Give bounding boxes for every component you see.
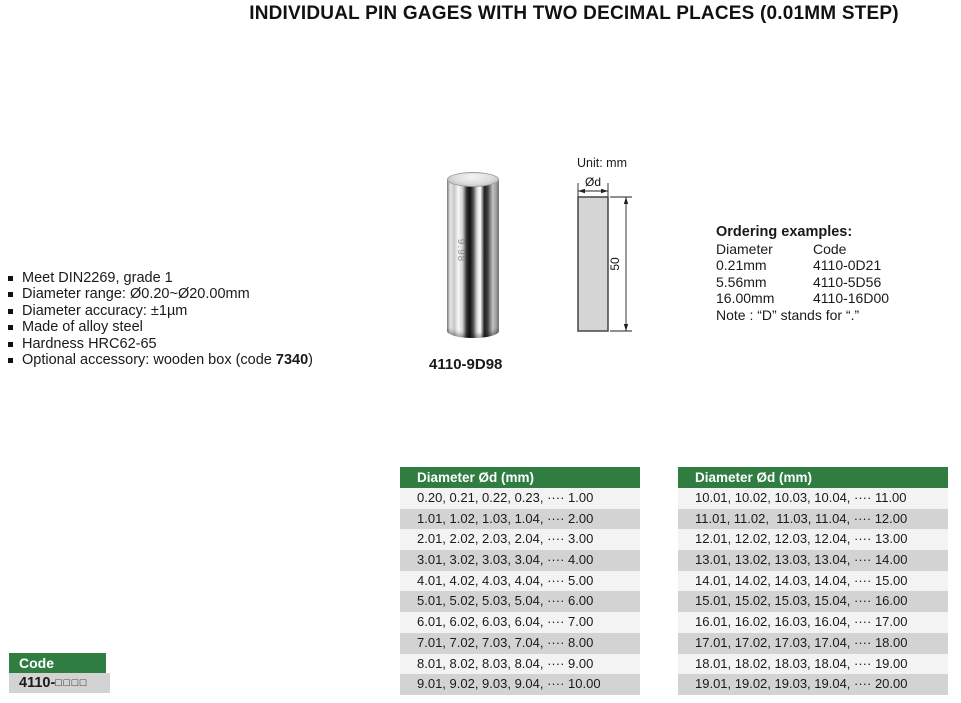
ordering-row [716,274,961,291]
feature-item [8,303,313,319]
feature-item [8,270,313,286]
bullet-square-icon [8,358,13,363]
code-prefix: 4110- [19,675,56,691]
table-row: 4.01, 4.02, 4.03, 4.04, ···· 5.00 [400,571,640,592]
ordering-columns [716,241,961,258]
table-row: 0.20, 0.21, 0.22, 0.23, ···· 1.00 [400,488,640,509]
optional-accessory-suffix: ) [308,352,314,369]
table-row: 10.01, 10.02, 10.03, 10.04, ···· 11.00 [678,488,948,509]
optional-accessory-text: Optional accessory: wooden box (code [22,352,276,369]
ordering-code: 4110-16D00 [813,290,890,307]
bullet-square-icon [8,309,13,314]
pin-engraving: 9.98 [455,238,467,263]
feature-item [8,319,313,335]
table-row: 19.01, 19.02, 19.03, 19.04, ···· 20.00 [678,674,948,695]
feature-text: Hardness HRC62-65 [22,335,157,352]
table-row: 3.01, 3.02, 3.03, 3.04, ···· 4.00 [400,550,640,571]
ordering-diameter: 5.56mm [716,273,767,290]
feature-list [8,270,313,368]
unit-label: Unit: mm [577,156,627,170]
page-title: INDIVIDUAL PIN GAGES WITH TWO DECIMAL PLACES (0.01MM STEP) [249,3,899,24]
feature-item [8,286,313,302]
bullet-square-icon [8,325,13,330]
arrowhead-icon [578,189,585,193]
code-box-value [9,673,110,693]
table-row: 17.01, 17.02, 17.03, 17.04, ···· 18.00 [678,633,948,654]
feature-text: Diameter accuracy: ±1µm [22,302,188,319]
ordering-col-diameter: Diameter [716,240,773,257]
bullet-square-icon [8,342,13,347]
arrowhead-icon [624,324,628,331]
table-row: 11.01, 11.02, 11.03, 11.04, ···· 12.00 [678,509,948,530]
feature-text: Diameter range: Ø0.20~Ø20.00mm [22,286,250,303]
code-placeholder-boxes: □□□□ [55,677,88,689]
table-header: Diameter Ød (mm) [400,467,640,488]
bullet-square-icon [8,276,13,281]
table-row: 12.01, 12.02, 12.03, 12.04, ···· 13.00 [678,529,948,550]
ordering-examples [716,224,961,324]
diameter-table-right [678,467,948,695]
table-row: 6.01, 6.02, 6.03, 6.04, ···· 7.00 [400,612,640,633]
table-row: 8.01, 8.02, 8.03, 8.04, ···· 9.00 [400,654,640,675]
ordering-diameter: 0.21mm [716,257,767,274]
table-row: 7.01, 7.02, 7.03, 7.04, ···· 8.00 [400,633,640,654]
table-row: 14.01, 14.02, 14.03, 14.04, ···· 15.00 [678,571,948,592]
arrowhead-icon [601,189,608,193]
table-row: 18.01, 18.02, 18.03, 18.04, ···· 19.00 [678,654,948,675]
ordering-note: Note : “D” stands for “.” [716,306,860,323]
pin-profile-rect [578,197,608,331]
accessory-code: 7340 [275,352,309,369]
dimension-drawing [566,172,646,347]
ordering-col-code: Code [813,240,847,257]
feature-text: Meet DIN2269, grade 1 [22,270,173,286]
diameter-dim-label: Ød [584,175,602,189]
table-row: 1.01, 1.02, 1.03, 1.04, ···· 2.00 [400,509,640,530]
bullet-square-icon [8,292,13,297]
feature-text: Made of alloy steel [22,319,143,336]
code-box-header: Code [9,653,106,673]
table-row: 16.01, 16.02, 16.03, 16.04, ···· 17.00 [678,612,948,633]
ordering-diameter: 16.00mm [716,290,775,307]
ordering-code: 4110-5D56 [813,273,882,290]
feature-text [22,352,313,368]
table-row: 13.01, 13.02, 13.03, 13.04, ···· 14.00 [678,550,948,571]
table-header: Diameter Ød (mm) [678,467,948,488]
diameter-table-left [400,467,640,695]
pin-top-cap [447,172,499,187]
product-model-label: 4110-9D98 [429,356,503,373]
feature-item [8,352,313,368]
table-row: 9.01, 9.02, 9.03, 9.04, ···· 10.00 [400,674,640,695]
table-row: 5.01, 5.02, 5.03, 5.04, ···· 6.00 [400,591,640,612]
ordering-row [716,257,961,274]
code-box [9,653,110,693]
pin-gage-photo [447,179,499,338]
length-dim-label: 50 [608,257,622,271]
ordering-code: 4110-0D21 [813,257,882,274]
ordering-heading: Ordering examples: [716,224,853,240]
table-row: 2.01, 2.02, 2.03, 2.04, ···· 3.00 [400,529,640,550]
arrowhead-icon [624,197,628,204]
table-row: 15.01, 15.02, 15.03, 15.04, ···· 16.00 [678,591,948,612]
feature-item [8,336,313,352]
ordering-row [716,290,961,307]
